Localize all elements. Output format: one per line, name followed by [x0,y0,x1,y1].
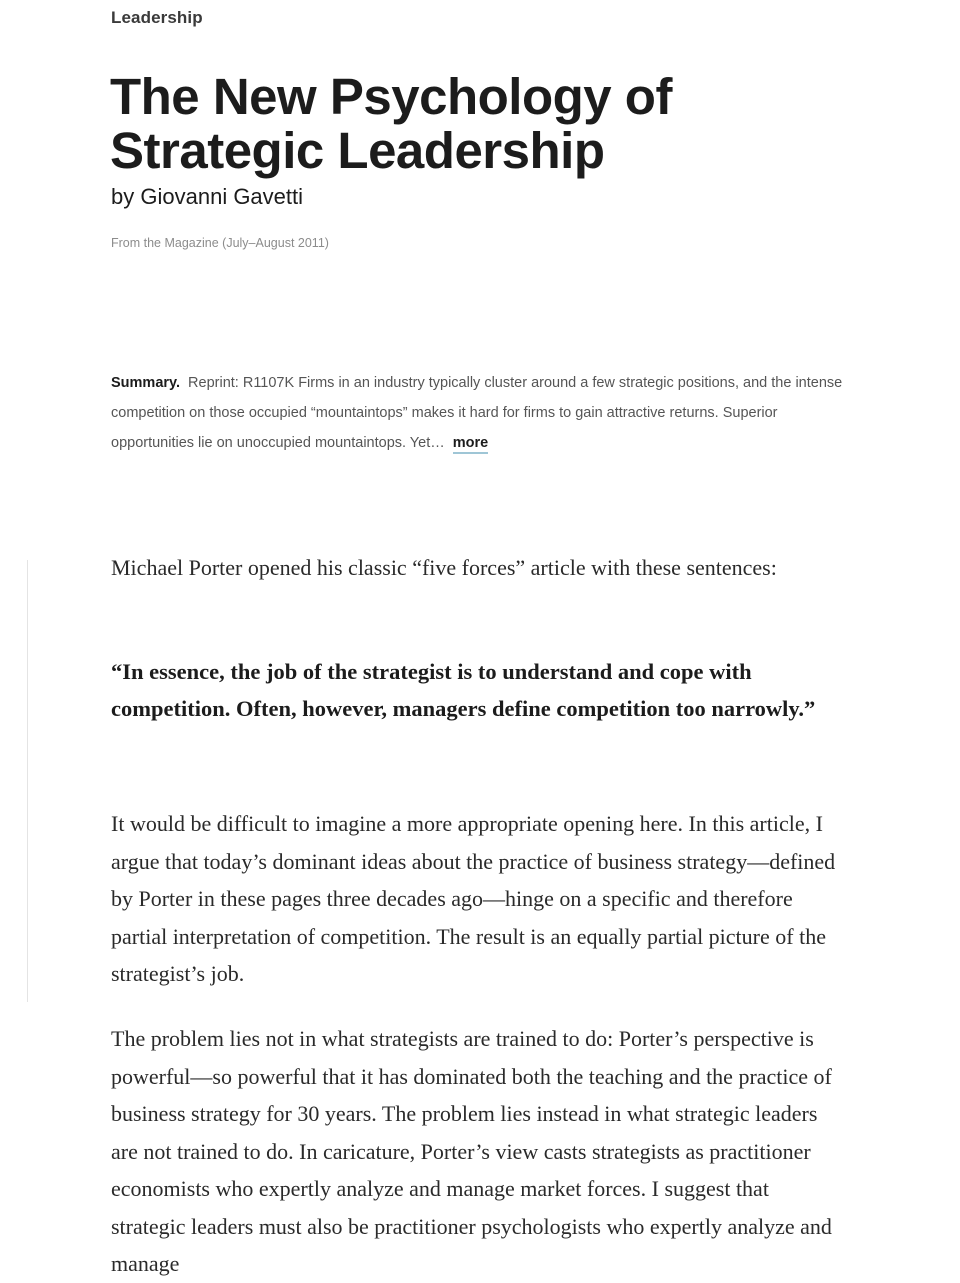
body-paragraph-1: Michael Porter opened his classic “five forces” article with these sentences: [111,555,777,580]
body-paragraph-3: The problem lies not in what strategists are trained to do: Porter’s perspective is powerful—so powerful that it has dominated both the teaching and the practice of business strategy for 30 years. The problem lies instead in what strategic leaders are not trained to do. In caricature, Porter’s view casts strategists as practitioner economists who expertly analyze and manage market forces. I suggest that strategic leaders must also be practitioner psychologists who expertly analyze and manage [111,1026,832,1276]
author-link[interactable]: Giovanni Gavetti [140,184,304,209]
publication-info: From the Magazine (July–August 2011) [111,236,329,250]
summary-text: Reprint: R1107K Firms in an industry typically cluster around a few strategic positions, and the intense competition on those occupied “mountaintops” makes it hard for firms to gain attractive returns. Superior opportunities lie on unoccupied mountaintops. Yet… [111,375,843,451]
more-link[interactable]: more [453,435,488,454]
left-divider [27,560,28,1002]
body-paragraph-2: It would be difficult to imagine a more appropriate opening here. In this article, I argue that today’s dominant ideas about the practice of business strategy—defined by Porter in these pages three decades ago—hinge on a specific and therefore partial interpretation of competition. The result is an equally partial picture of the strategist’s job. [111,811,836,986]
byline [111,184,303,210]
byline-prefix: by [111,184,135,209]
pull-quote: “In essence, the job of the strategist is to understand and cope with competition. Often, however, managers define competition too narrowly.” [111,659,816,721]
article-title: The New Psychology of Strategic Leadership [110,68,672,179]
summary-block [111,368,856,458]
summary-label: Summary. [111,375,181,391]
topic-link[interactable]: Leadership [111,8,203,27]
